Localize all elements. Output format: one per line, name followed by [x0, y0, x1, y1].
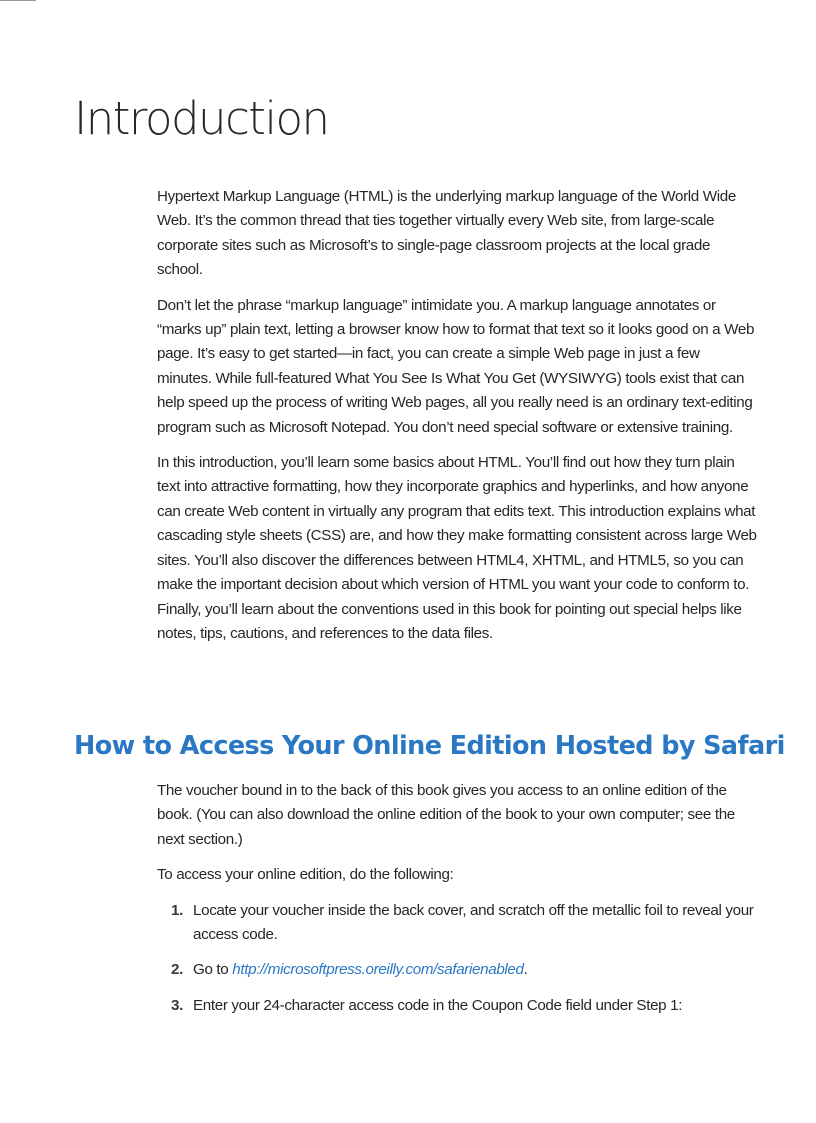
- safari-enabled-link[interactable]: http://microsoftpress.oreilly.com/safarienabled: [232, 961, 524, 979]
- section-heading-safari: How to Access Your Online Edition Hosted by Safari: [74, 731, 785, 761]
- step-text-prefix: Go to: [193, 961, 233, 979]
- intro-section: [157, 185, 757, 657]
- step-number: 1.: [171, 901, 183, 919]
- safari-paragraph-1: The voucher bound in to the back of this book gives you access to an online edition of the book. (You can also download the online edition of the book to your own computer; see the next section.): [157, 782, 735, 848]
- safari-paragraph-2: To access your online edition, do the following:: [157, 866, 454, 884]
- step-text: Enter your 24-character access code in the Coupon Code field under Step 1:: [193, 996, 683, 1014]
- steps-list: [157, 899, 757, 1019]
- step-number: 3.: [171, 996, 183, 1014]
- step-item-3: [157, 994, 757, 1018]
- page-title: Introduction: [74, 92, 329, 145]
- step-item-2: [157, 958, 757, 982]
- intro-paragraph-3: In this introduction, you’ll learn some basics about HTML. You’ll find out how they turn plain text into attractive formatting, how they incorporate graphics and hyperlinks, and how anyone can create Web content in virtually any program that edits text. This introduction explains what cascading style sheets (CSS) are, and how they make formatting consistent across large Web sites. You’ll also discover the differences between HTML4, XHTML, and HTML5, so you can make the important decision about which version of HTML you want your code to conform to. Finally, you’ll learn about the conventions used in this book for pointing out special helps like notes, tips, cautions, and references to the data files.: [157, 454, 757, 642]
- intro-paragraph-1: Hypertext Markup Language (HTML) is the underlying markup language of the World Wide Web. It’s the common thread that ties together virtually every Web site, from large-scale corporate sites such as Microsoft’s to single-page classroom projects at the local grade school.: [157, 188, 736, 279]
- safari-section: [157, 779, 757, 1029]
- intro-paragraph-2: Don’t let the phrase “markup language” intimidate you. A markup language annotates or “marks up” plain text, letting a browser know how to format that text so it looks good on a Web page. It’s easy to get started—in fact, you can create a simple Web page in just a few minutes. While full-featured What You See Is What You Get (WYSIWYG) tools exist that can help speed up the process of writing Web pages, all you really need is an ordinary text-editing program such as Microsoft Notepad. You don’t need special software or extensive training.: [157, 296, 755, 436]
- step-item-1: [157, 899, 757, 948]
- step-number: 2.: [171, 961, 183, 979]
- step-text-suffix: .: [523, 961, 528, 979]
- corner-crop-mark: [0, 0, 36, 1]
- step-text: Locate your voucher inside the back cover, and scratch off the metallic foil to reveal your access code.: [193, 901, 754, 944]
